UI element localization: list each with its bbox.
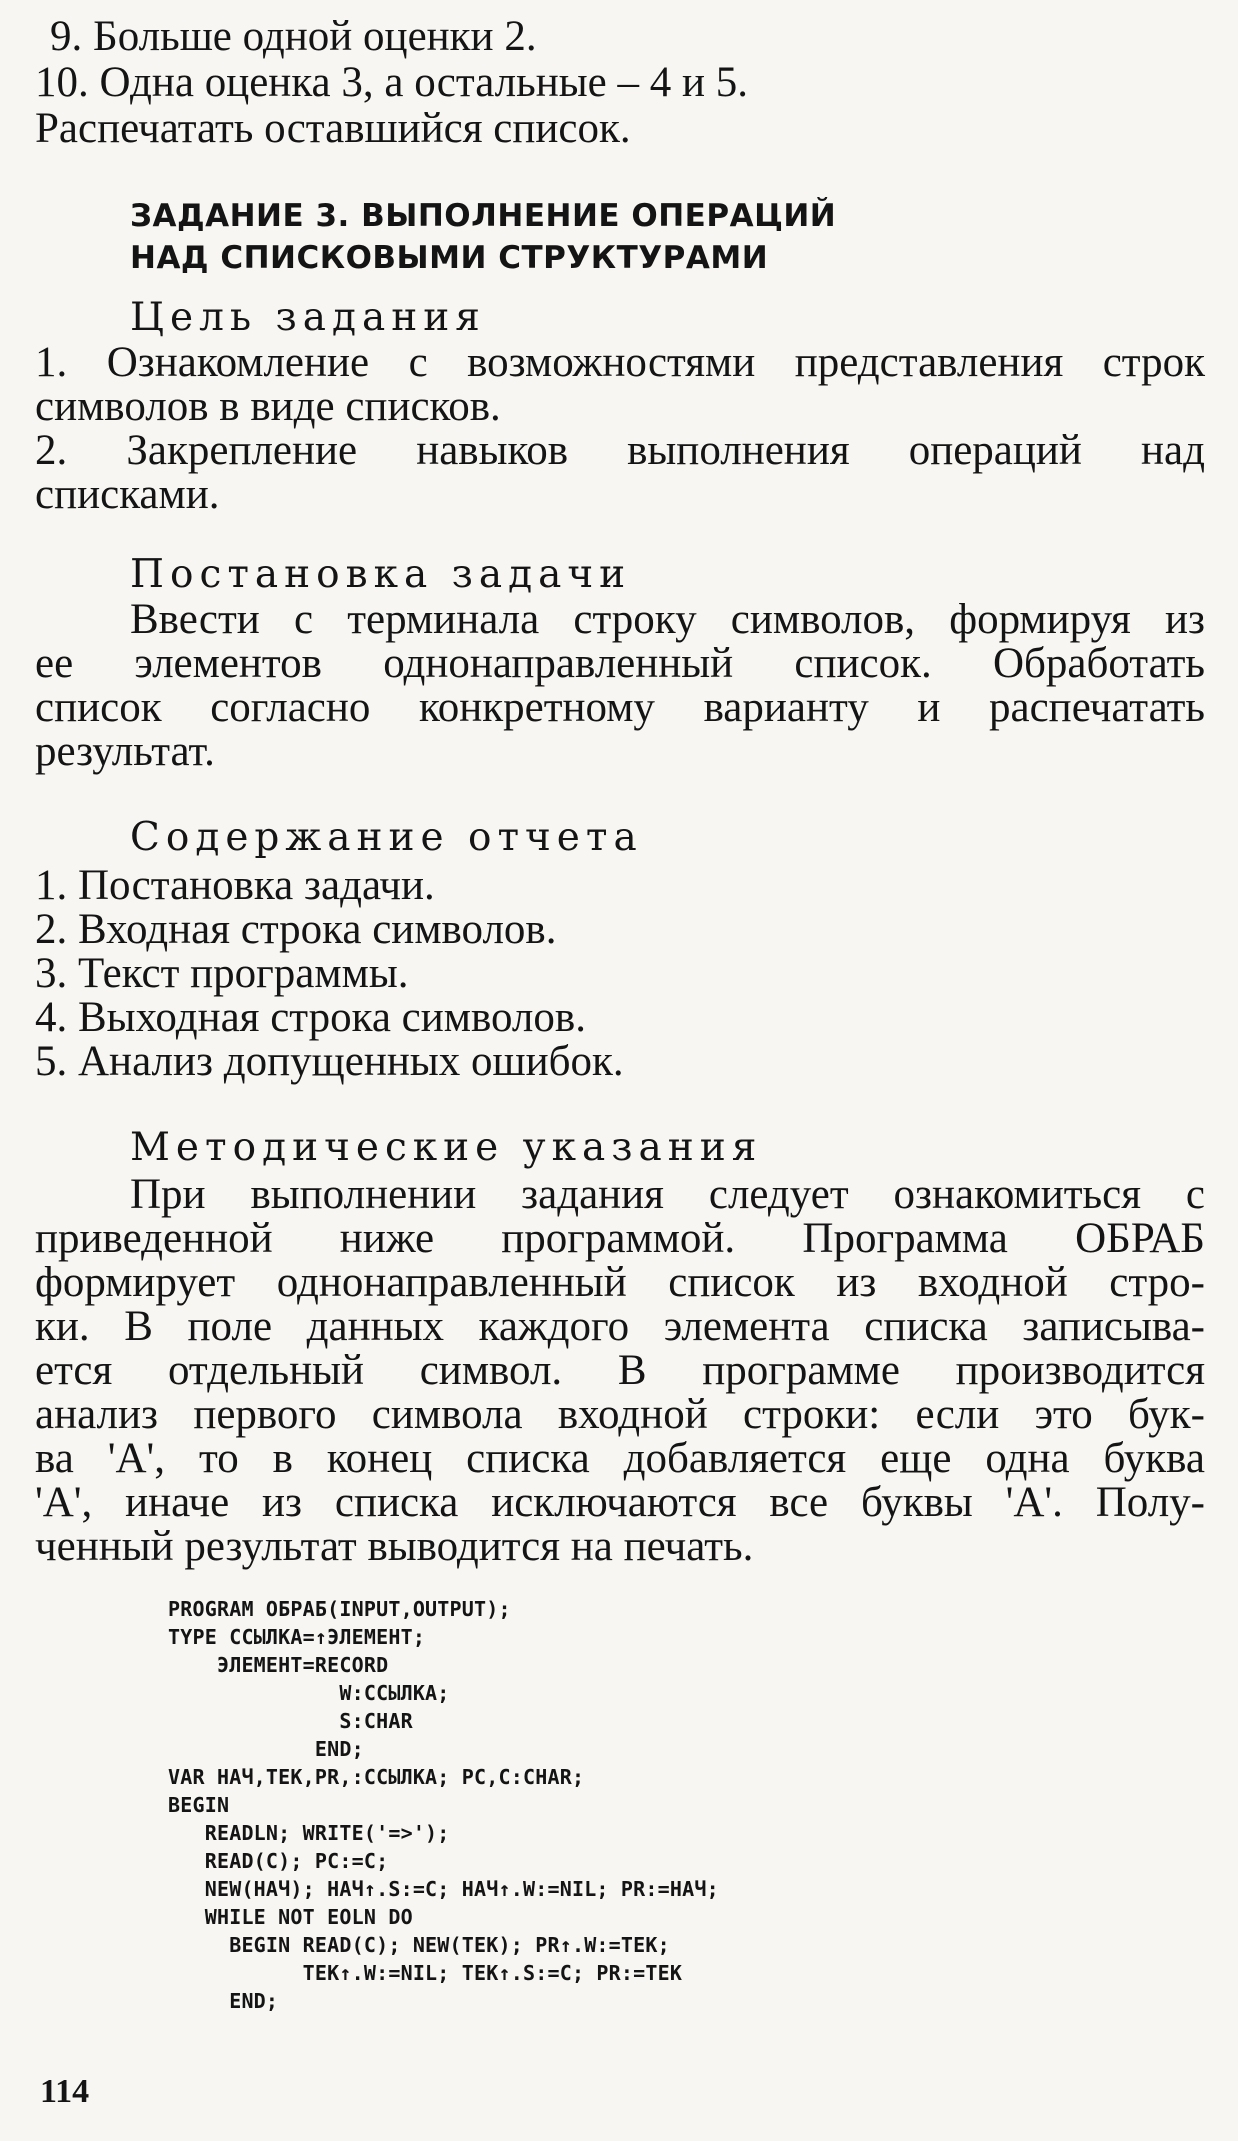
code-line-14: ТЕК↑.W:=NIL; ТЕК↑.S:=C; PR:=ТЕК [168,1961,683,1985]
method-heading: Методические указания [130,1125,763,1170]
statement-heading: Постановка задачи [130,552,632,597]
code-line-4: W:ССЫЛКА; [168,1681,450,1705]
code-line-15: END; [168,1989,279,2013]
code-line-10: READ(C); PC:=C; [168,1849,389,1873]
report-item-1: 1. Постановка задачи. [35,862,435,909]
method-line-3: формирует однонаправленный список из входной стро- [35,1259,1205,1306]
code-line-5: S:CHAR [168,1709,413,1733]
page-number: 114 [40,2073,90,2110]
code-line-12: WHILE NOT EOLN DO [168,1905,413,1929]
method-line-8: 'А', иначе из списка исключаются все буквы 'А'. Полу- [35,1479,1205,1526]
report-heading: Содержание отчета [130,815,643,860]
code-line-11: NEW(НАЧ); НАЧ↑.S:=C; НАЧ↑.W:=NIL; PR:=НАЧ; [168,1877,719,1901]
list-item-10: 10. Одна оценка 3, а остальные – 4 и 5. [35,59,748,106]
code-line-13: BEGIN READ(C); NEW(ТЕК); PR↑.W:=ТЕК; [168,1933,670,1957]
report-item-2: 2. Входная строка символов. [35,906,557,953]
code-line-9: READLN; WRITE('=>'); [168,1821,450,1845]
print-remaining-text: Распечатать оставшийся список. [35,105,631,152]
goal-heading: Цель задания [130,295,486,340]
code-line-8: BEGIN [168,1793,230,1817]
report-item-5: 5. Анализ допущенных ошибок. [35,1038,624,1085]
goal-line-4: списками. [35,471,220,518]
method-line-4: ки. В поле данных каждого элемента списка записыва- [35,1303,1205,1350]
method-line-2: приведенной ниже программой. Программа ОБРАБ [35,1215,1205,1262]
statement-line-2: ее элементов однонаправленный список. Обработать [35,640,1205,687]
code-line-1: PROGRAM ОБРАБ(INPUT,OUTPUT); [168,1597,511,1621]
method-line-1: При выполнении задания следует ознакомиться с [130,1171,1205,1218]
report-item-3: 3. Текст программы. [35,950,409,997]
task-title-line-1: ЗАДАНИЕ 3. ВЫПОЛНЕНИЕ ОПЕРАЦИЙ [130,198,837,234]
statement-line-1: Ввести с терминала строку символов, формируя из [130,596,1205,643]
method-line-6: анализ первого символа входной строки: если это бук- [35,1391,1205,1438]
statement-line-3: список согласно конкретному варианту и распечатать [35,684,1205,731]
statement-line-4: результат. [35,728,215,775]
task-title-line-2: НАД СПИСКОВЫМИ СТРУКТУРАМИ [130,240,769,276]
method-line-5: ется отдельный символ. В программе производится [35,1347,1205,1394]
method-line-9: ченный результат выводится на печать. [35,1523,754,1570]
report-item-4: 4. Выходная строка символов. [35,994,586,1041]
goal-line-2: символов в виде списков. [35,383,501,430]
goal-line-3: 2. Закрепление навыков выполнения операций над [35,427,1205,474]
list-item-9: 9. Больше одной оценки 2. [50,13,537,60]
code-line-2: TYPE ССЫЛКА=↑ЭЛЕМЕНТ; [168,1625,426,1649]
goal-line-1: 1. Ознакомление с возможностями представления строк [35,339,1205,386]
code-line-3: ЭЛЕМЕНТ=RECORD [168,1653,389,1677]
method-line-7: ва 'А', то в конец списка добавляется еще одна буква [35,1435,1205,1482]
code-line-7: VAR НАЧ,ТЕК,PR,:ССЫЛКА; PC,C:CHAR; [168,1765,585,1789]
code-line-6: END; [168,1737,364,1761]
